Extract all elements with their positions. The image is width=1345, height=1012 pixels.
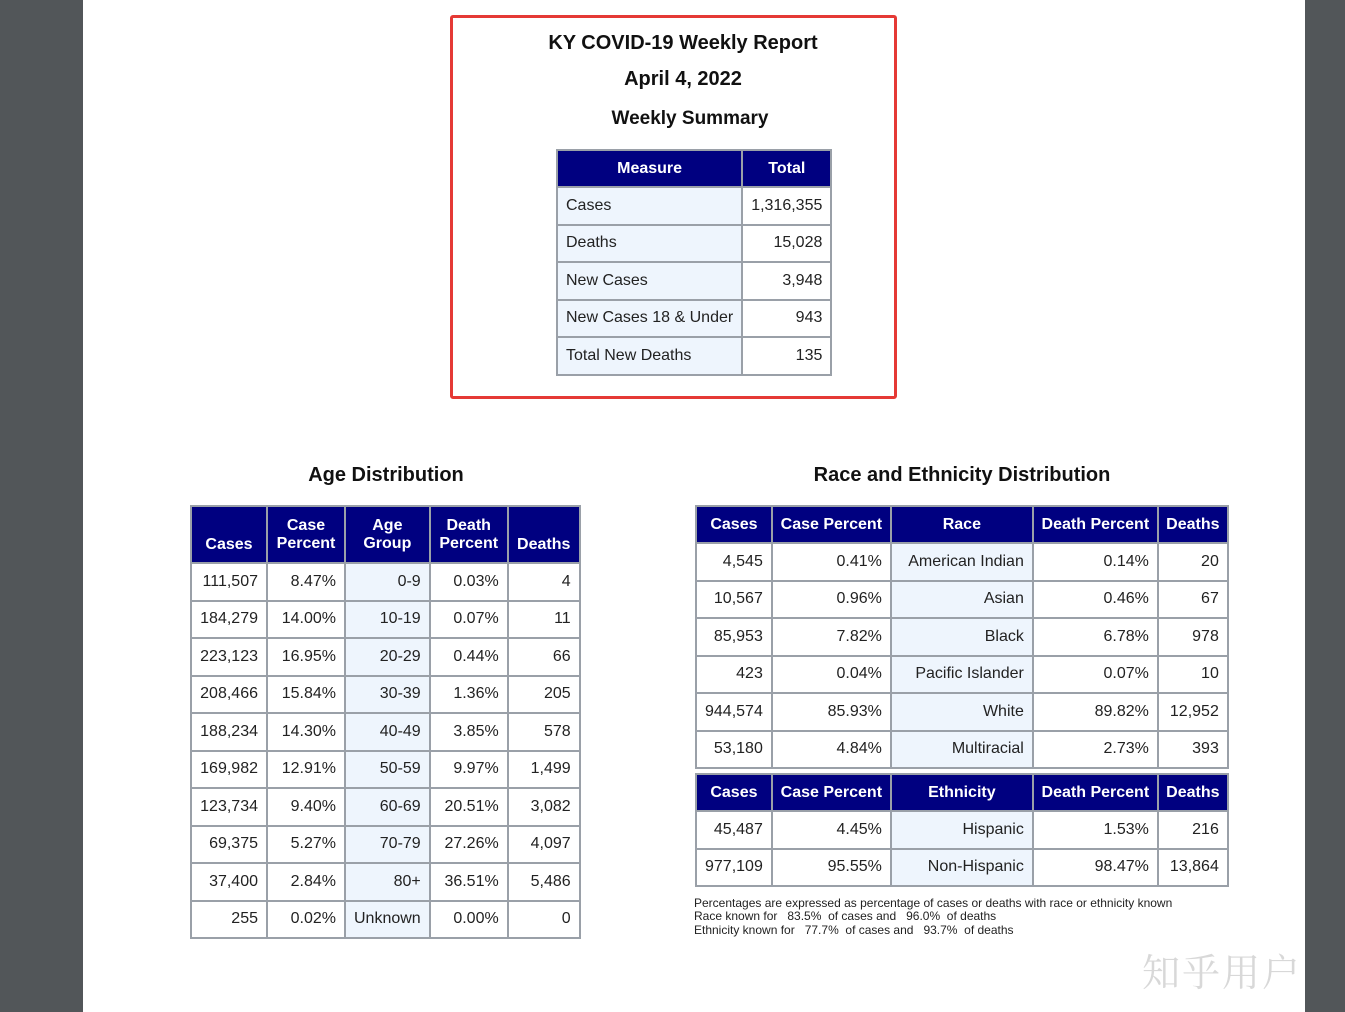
case-percent-cell: 4.84% <box>772 731 891 769</box>
deaths-cell: 12,952 <box>1158 693 1228 731</box>
total-cell: 3,948 <box>742 262 831 300</box>
cases-cell: 188,234 <box>191 713 267 751</box>
header-cases: Cases <box>696 506 772 543</box>
table-row <box>696 693 1228 731</box>
age-group-cell: Unknown <box>345 901 430 939</box>
deaths-cell: 13,864 <box>1158 849 1228 887</box>
age-group-cell: 50-59 <box>345 751 430 789</box>
table-row <box>557 337 831 375</box>
deaths-cell: 67 <box>1158 581 1228 619</box>
table-row <box>557 300 831 338</box>
age-group-cell: 30-39 <box>345 676 430 714</box>
race-cell: Asian <box>891 581 1033 619</box>
header-death-percent: Death Percent <box>1033 506 1158 543</box>
death-percent-cell: 0.00% <box>430 901 508 939</box>
table-row <box>557 187 831 225</box>
deaths-cell: 216 <box>1158 811 1228 849</box>
table-row <box>191 788 580 826</box>
case-percent-cell: 7.82% <box>772 618 891 656</box>
table-row <box>696 731 1228 769</box>
case-percent-cell: 0.96% <box>772 581 891 619</box>
measure-cell: Cases <box>557 187 742 225</box>
case-percent-cell: 0.41% <box>772 543 891 581</box>
watermark: 知乎用户 <box>1142 951 1303 995</box>
age-group-cell: 70-79 <box>345 826 430 864</box>
race-table-body <box>696 543 1228 768</box>
race-cell: Black <box>891 618 1033 656</box>
measure-cell: New Cases 18 & Under <box>557 300 742 338</box>
table-row <box>191 676 580 714</box>
header-case-percent: Case Percent <box>772 506 891 543</box>
summary-title: Weekly Summary <box>611 108 769 129</box>
deaths-cell: 978 <box>1158 618 1228 656</box>
cases-cell: 69,375 <box>191 826 267 864</box>
age-group-cell: 40-49 <box>345 713 430 751</box>
case-percent-cell: 12.91% <box>267 751 345 789</box>
death-percent-cell: 3.85% <box>430 713 508 751</box>
table-row <box>557 262 831 300</box>
deaths-cell: 5,486 <box>508 863 580 901</box>
deaths-cell: 4,097 <box>508 826 580 864</box>
deaths-cell: 1,499 <box>508 751 580 789</box>
case-percent-cell: 5.27% <box>267 826 345 864</box>
header-total: Total <box>742 150 831 187</box>
ethnicity-table-body <box>696 811 1228 886</box>
death-percent-cell: 0.07% <box>430 601 508 639</box>
header-case-percent: Case Percent <box>772 774 891 811</box>
death-percent-cell: 36.51% <box>430 863 508 901</box>
deaths-cell: 20 <box>1158 543 1228 581</box>
age-group-cell: 60-69 <box>345 788 430 826</box>
deaths-cell: 10 <box>1158 656 1228 694</box>
table-row <box>696 811 1228 849</box>
cases-cell: 423 <box>696 656 772 694</box>
race-cell: White <box>891 693 1033 731</box>
case-percent-cell: 14.00% <box>267 601 345 639</box>
note-ethnicity-known: Ethnicity known for 77.7% of cases and 93.7% of deaths <box>694 923 1014 937</box>
table-row <box>696 543 1228 581</box>
header-race: Race <box>891 506 1033 543</box>
report-title: KY COVID-19 Weekly Report <box>548 32 818 54</box>
measure-cell: Total New Deaths <box>557 337 742 375</box>
deaths-cell: 11 <box>508 601 580 639</box>
table-row <box>191 826 580 864</box>
table-row <box>696 656 1228 694</box>
ethnicity-cell: Hispanic <box>891 811 1033 849</box>
age-table-body <box>191 563 580 938</box>
cases-cell: 169,982 <box>191 751 267 789</box>
header-deaths: Deaths <box>508 506 580 563</box>
note-percentages: Percentages are expressed as percentage of cases or deaths with race or ethnicity known <box>694 896 1173 910</box>
case-percent-cell: 15.84% <box>267 676 345 714</box>
table-row <box>191 601 580 639</box>
death-percent-cell: 6.78% <box>1033 618 1158 656</box>
header-measure: Measure <box>557 150 742 187</box>
death-percent-cell: 0.14% <box>1033 543 1158 581</box>
race-cell: American Indian <box>891 543 1033 581</box>
cases-cell: 53,180 <box>696 731 772 769</box>
death-percent-cell: 2.73% <box>1033 731 1158 769</box>
age-group-cell: 0-9 <box>345 563 430 601</box>
cases-cell: 45,487 <box>696 811 772 849</box>
death-percent-cell: 1.36% <box>430 676 508 714</box>
age-group-cell: 20-29 <box>345 638 430 676</box>
table-row <box>191 863 580 901</box>
header-case-percent: Case Percent <box>267 506 345 563</box>
deaths-cell: 393 <box>1158 731 1228 769</box>
race-ethnicity-title: Race and Ethnicity Distribution <box>813 464 1111 486</box>
case-percent-cell: 0.02% <box>267 901 345 939</box>
report-date: April 4, 2022 <box>624 68 742 90</box>
death-percent-cell: 0.07% <box>1033 656 1158 694</box>
cases-cell: 944,574 <box>696 693 772 731</box>
deaths-cell: 4 <box>508 563 580 601</box>
age-distribution-table <box>190 505 581 939</box>
table-row <box>191 901 580 939</box>
case-percent-cell: 9.40% <box>267 788 345 826</box>
death-percent-cell: 0.46% <box>1033 581 1158 619</box>
cases-cell: 255 <box>191 901 267 939</box>
cases-cell: 4,545 <box>696 543 772 581</box>
cases-cell: 85,953 <box>696 618 772 656</box>
case-percent-cell: 16.95% <box>267 638 345 676</box>
note-race-known: Race known for 83.5% of cases and 96.0% of deaths <box>694 909 997 923</box>
total-cell: 15,028 <box>742 225 831 263</box>
table-row <box>557 225 831 263</box>
age-group-cell: 80+ <box>345 863 430 901</box>
table-row <box>696 618 1228 656</box>
header-deaths: Deaths <box>1158 506 1228 543</box>
table-row <box>191 713 580 751</box>
cases-cell: 184,279 <box>191 601 267 639</box>
age-group-cell: 10-19 <box>345 601 430 639</box>
cases-cell: 111,507 <box>191 563 267 601</box>
death-percent-cell: 20.51% <box>430 788 508 826</box>
race-distribution-table <box>695 505 1229 769</box>
death-percent-cell: 89.82% <box>1033 693 1158 731</box>
race-cell: Pacific Islander <box>891 656 1033 694</box>
header-cases: Cases <box>696 774 772 811</box>
cases-cell: 37,400 <box>191 863 267 901</box>
total-cell: 943 <box>742 300 831 338</box>
case-percent-cell: 0.04% <box>772 656 891 694</box>
cases-cell: 223,123 <box>191 638 267 676</box>
measure-cell: Deaths <box>557 225 742 263</box>
death-percent-cell: 27.26% <box>430 826 508 864</box>
deaths-cell: 66 <box>508 638 580 676</box>
header-ethnicity: Ethnicity <box>891 774 1033 811</box>
deaths-cell: 0 <box>508 901 580 939</box>
table-row <box>696 581 1228 619</box>
death-percent-cell: 98.47% <box>1033 849 1158 887</box>
table-row <box>191 563 580 601</box>
table-row <box>696 849 1228 887</box>
age-distribution-title: Age Distribution <box>308 464 464 486</box>
cases-cell: 977,109 <box>696 849 772 887</box>
case-percent-cell: 85.93% <box>772 693 891 731</box>
ethnicity-distribution-table <box>695 773 1229 887</box>
table-row <box>191 638 580 676</box>
ethnicity-cell: Non-Hispanic <box>891 849 1033 887</box>
deaths-cell: 3,082 <box>508 788 580 826</box>
cases-cell: 208,466 <box>191 676 267 714</box>
summary-table <box>556 149 832 376</box>
case-percent-cell: 4.45% <box>772 811 891 849</box>
deaths-cell: 578 <box>508 713 580 751</box>
total-cell: 135 <box>742 337 831 375</box>
measure-cell: New Cases <box>557 262 742 300</box>
death-percent-cell: 1.53% <box>1033 811 1158 849</box>
case-percent-cell: 95.55% <box>772 849 891 887</box>
header-death-percent: Death Percent <box>430 506 508 563</box>
race-cell: Multiracial <box>891 731 1033 769</box>
death-percent-cell: 9.97% <box>430 751 508 789</box>
total-cell: 1,316,355 <box>742 187 831 225</box>
header-deaths: Deaths <box>1158 774 1228 811</box>
header-cases: Cases <box>191 506 267 563</box>
cases-cell: 10,567 <box>696 581 772 619</box>
deaths-cell: 205 <box>508 676 580 714</box>
death-percent-cell: 0.44% <box>430 638 508 676</box>
cases-cell: 123,734 <box>191 788 267 826</box>
header-age-group: Age Group <box>345 506 430 563</box>
case-percent-cell: 2.84% <box>267 863 345 901</box>
header-death-percent: Death Percent <box>1033 774 1158 811</box>
case-percent-cell: 8.47% <box>267 563 345 601</box>
death-percent-cell: 0.03% <box>430 563 508 601</box>
report-page <box>83 0 1305 1012</box>
table-row <box>191 751 580 789</box>
case-percent-cell: 14.30% <box>267 713 345 751</box>
